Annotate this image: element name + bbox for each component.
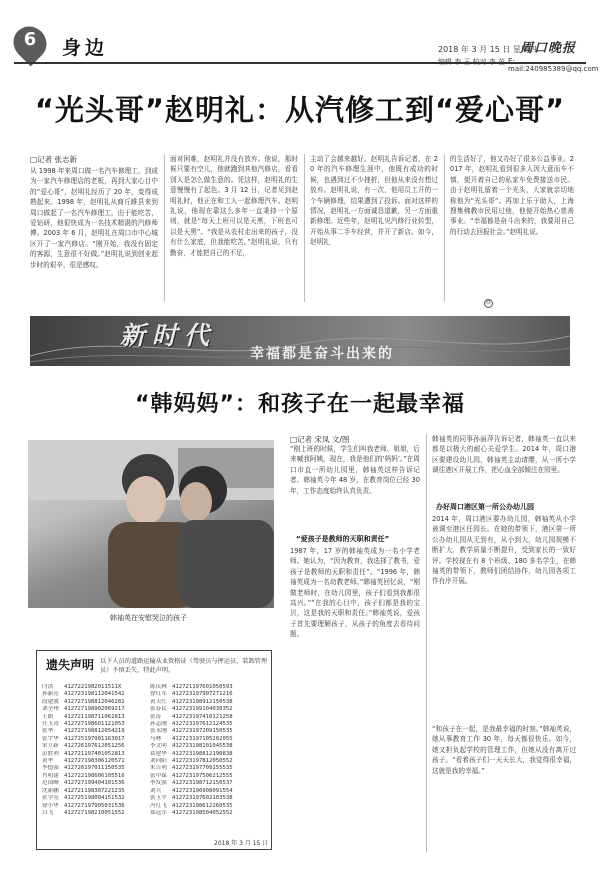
table-cell-id: 412721198711062813: [64, 713, 125, 720]
table-row: [42, 758, 268, 765]
table-cell-id: 4127221982011511X: [64, 684, 122, 690]
table-cell-id: 412723197410121258: [172, 713, 233, 720]
editor-credit: 编辑 李 玉 校对 李 茁: [438, 58, 506, 66]
table-cell-id: 412726197612051256: [64, 743, 125, 750]
table-cell-name: 宋立新: [42, 743, 59, 750]
table-cell-name: 徐小华: [42, 802, 59, 809]
article2-byline: □记者 宋凤 文/图: [290, 435, 350, 444]
table-row: [42, 810, 268, 817]
column-divider: [304, 154, 305, 302]
issue-date: 2018 年 3 月 15 日 星期四: [438, 45, 537, 54]
table-cell-name: 郑冠军: [150, 809, 167, 816]
table-cell-name: 张涛: [150, 713, 162, 720]
table-cell-id: 412723198112041542: [64, 691, 125, 698]
table-cell-id: 412723199104030352: [172, 706, 233, 713]
table-cell-name: 范国峰: [42, 780, 59, 787]
table-row: [42, 751, 268, 758]
table-cell-name: 王朗: [42, 713, 54, 720]
table-cell-id: 412723197602103538: [172, 795, 233, 802]
table-cell-id: 412723197812050552: [172, 758, 233, 765]
table-row: [42, 691, 268, 698]
table-cell-id: 412727199404101536: [64, 780, 125, 787]
table-cell-id: 412723198812190838: [172, 750, 233, 757]
table-row: [42, 795, 268, 802]
table-cell-name: 刘全州: [42, 706, 59, 713]
section-title: 身边: [62, 37, 109, 59]
table-row: [42, 714, 268, 721]
table-cell-name: 朱吉利: [150, 765, 167, 772]
table-cell-name: 张永刚: [150, 728, 167, 735]
table-row: [42, 699, 268, 706]
table-cell-id: 412723198612260535: [172, 802, 233, 809]
table-cell-name: 肖明建: [42, 772, 59, 779]
table-row: [42, 780, 268, 787]
table-cell-name: 白飞: [42, 809, 54, 816]
article2-intro: “刚上班的时候，学生们叫我老师、姐姐，后来喊我阿姨，现在，我是他们的‘妈妈’。”在周口市直一所幼儿园里，韩袖英这样告诉记者。韩袖英今年 48 岁，在教育岗位已经 30 年，工作态度始终认真负责。: [290, 445, 420, 495]
article1-byline: □记者 张志新: [30, 155, 77, 164]
lost-notice-table: [42, 684, 268, 817]
article2-column-middle: 1987 年，17 岁的韩袖英成为一名小学老师。她认为，“因为教育，我选择了教书，爱孩子是教师的天职和责任”。“1996 年，韩袖英成为一名幼教老师。”韩袖英回忆说，“刚做老师时，在幼儿园里，孩子们看到我都很高兴。”“在我的心目中，孩子们都是我的宝贝，这是我的天职和责任。”韩袖英说，爱孩子首先要理解孩子，从孩子的角度去看待问题。: [290, 547, 420, 639]
table-cell-id: 412727197905031536: [64, 802, 125, 809]
table-cell-name: 葛建华: [150, 750, 167, 757]
table-cell-name: 李文明: [150, 743, 167, 750]
article2-subhead-1: “爱孩子是教师的天职和责任”: [296, 535, 390, 543]
lost-notice-date: 2018 年 3 月 15 日: [214, 840, 269, 847]
table-cell-id: 412723197105202055: [172, 735, 233, 742]
table-cell-name: 段建波: [42, 698, 59, 705]
table-cell-id: 412723197506212555: [172, 772, 233, 779]
article2-subhead-2: 办好周口港区第一所公办幼儿园: [436, 503, 534, 511]
table-cell-id: 412723197209150535: [172, 728, 233, 735]
table-row: [42, 721, 268, 728]
table-cell-id: 412723196908091554: [172, 787, 233, 794]
article2-column-right: 韩袖英的同事孙丽萍告诉记者，韩袖英一直以来都是以极大的耐心关爱学生。2014 年，周口港区要建设幼儿园，韩袖英主动请缨，从一所小学调往港区开展工作，把心血全部倾注在园里。: [432, 435, 576, 475]
article2-column-right-2: 2014 年，周口港区要办幼儿园，韩袖英从小学被调至港区任园长。在她的带领下，港区第一所公办幼儿园从无到有，从小到大，幼儿园规模不断扩大，教学质量不断提升，受到家长的一致好评。学校现在有 8 个班级、180 多名学生，在韩袖英的带领下，教师们团结协作，幼儿园各项工作有序开展。: [432, 515, 576, 586]
photo-caption: 韩袖英在安慰哭泣的孩子: [110, 614, 187, 622]
table-cell-name: 孙新亮: [42, 691, 59, 698]
table-cell-id: 412723198912150538: [172, 698, 233, 705]
table-row: [42, 788, 268, 795]
banner-title: 新时代: [120, 321, 217, 350]
table-cell-id: 412725198004151532: [64, 795, 125, 802]
table-cell-id: 412723197907271216: [172, 691, 233, 698]
table-cell-name: 闫洪: [42, 684, 54, 690]
table-cell-id: 412723198504052552: [172, 809, 233, 816]
article1-headline: “光头哥”赵明礼：从汽修工到“爱心哥”: [34, 93, 566, 127]
table-row: [42, 728, 268, 735]
table-cell-name: 张学亮: [42, 795, 59, 802]
table-cell-name: 刘向阳: [150, 758, 167, 765]
table-cell-id: 412727198210051552: [64, 809, 125, 816]
banner-subtitle: 幸福都是奋斗出来的: [250, 346, 394, 362]
table-cell-id: 412727198902069217: [64, 706, 125, 713]
table-row: [42, 765, 268, 772]
table-row: [42, 803, 268, 810]
lost-notice-title: 遗失声明: [46, 658, 95, 672]
table-row: [42, 773, 268, 780]
article1-column-1: 从 1998 年来周口做一名汽车修理工，到成为一家汽车修理店的老板，再到大家心目中的“爱心哥”，赵明礼经历了 20 年，变得成熟起来。1998 年，赵明礼从商丘睢县来到周口做起了一名汽车修理工，由于能吃苦，爱钻研，他很快成为一名技术精湛的汽修师傅。2003 年 6 月，赵明礼在周口市中心城区开了一家汽修店。“刚开始，我没有固定的客源，生意很不好做。”赵明礼说到创业起步时的艰辛，很是感叹。: [30, 167, 158, 269]
page-number: 6: [23, 29, 37, 50]
table-cell-id: 412727198812046281: [64, 698, 125, 705]
table-cell-name: 张中保: [150, 772, 167, 779]
table-cell-name: 孙志刚: [150, 721, 167, 728]
table-cell-id: 412721197401052813: [64, 750, 125, 757]
table-cell-id: 412727198812054219: [64, 728, 125, 735]
table-cell-name: 张玉平: [150, 795, 167, 802]
table-cell-name: 任玉涛: [42, 721, 59, 728]
article2-photo: [28, 440, 274, 608]
table-row: [42, 736, 268, 743]
table-cell-name: 刘兵: [150, 787, 162, 794]
table-cell-name: 马林: [150, 735, 162, 742]
article2-column-right-3: “和孩子在一起，是我最幸福的时刻。”韩袖英说，她从事教育工作 30 年，每天都很快乐。如今，她又担负起学校的管理工作，但她从没有离开过孩子。“看着孩子们一天天长大，我觉得很幸福，这就是我的幸福。”: [432, 725, 576, 775]
table-cell-name: 李德强: [42, 765, 59, 772]
article1-column-4: 的生活好了，他又办好了很多公益事业。2017 年，赵明礼看到很多人因大意而车不慎，便开着自己的私家车免费接送市民。由于赵明礼留着一个光头，大家就亲切地称他为“光头哥”。再加上乐于助人，上海搜集佛教市民用过他，他便开始热心慈善事业。“幸福都是奋斗出来的，我要用自己的行动去回报社会。”赵明礼说。: [450, 155, 574, 236]
end-mark-icon: 终: [485, 300, 491, 306]
table-cell-name: 黄华: [42, 758, 54, 765]
editor-email: E-mail:240985389@qq.com: [508, 57, 599, 73]
table-cell-id: 412727198306120571: [64, 758, 125, 765]
article2-headline: “韩妈妈”：和孩子在一起最幸福: [135, 392, 465, 417]
table-cell-name: 黄天红: [150, 698, 167, 705]
table-cell-id: 412723197709155535: [172, 765, 233, 772]
masthead: 周口晚报: [520, 41, 577, 56]
table-row: [42, 684, 268, 691]
table-row: [42, 706, 268, 713]
table-cell-name: 沈新鹏: [42, 787, 59, 794]
table-cell-name: 彭胜利: [42, 750, 59, 757]
header-divider: [14, 62, 586, 64]
table-row: [42, 743, 268, 750]
table-cell-id: 412721197601050593: [172, 684, 233, 690]
article1-column-3: 主动了会越来越好。赵明礼告诉记者，在 20 年的汽车修理生涯中，他既有成功的时候，也遇到过不少挫折，但他从来没有想过放弃。赵明礼说，有一次，他用员工开的一个车辆修理，结果遭到了投诉。面对这样的情况，赵明礼一方面诚恳道歉，另一方面重新修理。近些年，赵明礼见汽修行业转型，开始从事二手车经营，并开了新店。如今，赵明礼: [310, 155, 438, 247]
table-cell-name: 张春民: [150, 706, 167, 713]
table-cell-id: 412723198101045538: [172, 743, 233, 750]
article1-column-2: 面对困难，赵明礼并没有放弃。他说，那时候只要有空儿，他就跑到其他汽修店，看看别人是怎么做生意的。凭这样，赵明礼的生意慢慢有了起色。3 月 12 日，记者见到赵明礼时，他正在和工人一起修理汽车。赵明礼说，他现在靠这么多年一直秉持一个原则，就是“每天上班可以是天黑，下班也可以是天黑”。“我是从农村走出来的孩子，没有什么家底，但我能吃苦。”赵明礼说，只有勤奋，才能把自己的不足，: [170, 155, 298, 257]
column-divider: [164, 154, 165, 302]
table-cell-id: 412723197612124535: [172, 721, 233, 728]
table-cell-name: 冯红飞: [150, 802, 167, 809]
table-cell-id: 412721198307221235: [64, 787, 125, 794]
table-cell-id: 412723198712150537: [172, 780, 233, 787]
lost-notice-text: 以下人员的道路运输从业资格证（驾驶员与押运员、装卸管理员）不慎丢失，特此声明。: [100, 658, 268, 674]
table-cell-name: 陈庆林: [150, 684, 167, 690]
table-cell-id: 412726197011150535: [64, 765, 125, 772]
table-cell-id: 412722198606105516: [64, 772, 125, 779]
column-divider: [426, 434, 427, 852]
table-cell-name: 徐红军: [150, 691, 167, 698]
table-cell-id: 412725197901163017: [64, 735, 125, 742]
table-cell-id: 412727198601121053: [64, 721, 125, 728]
table-cell-name: 张华: [42, 728, 54, 735]
column-divider: [444, 154, 445, 302]
table-cell-name: 李发强: [150, 780, 167, 787]
table-cell-name: 张宇华: [42, 735, 59, 742]
